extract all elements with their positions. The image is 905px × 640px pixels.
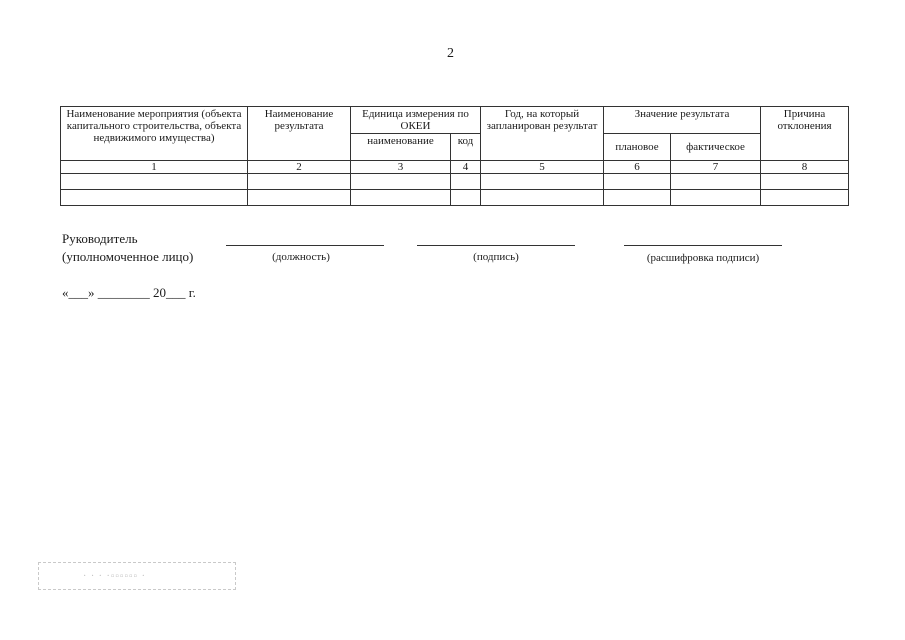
table-cell: [604, 174, 671, 190]
column-number: 1: [61, 161, 248, 174]
table-cell: [481, 174, 604, 190]
table-cell: [481, 190, 604, 206]
column-number: 7: [671, 161, 761, 174]
column-number: 2: [248, 161, 351, 174]
table-cell: [761, 174, 849, 190]
table-cell: [61, 174, 248, 190]
table-cell: [248, 174, 351, 190]
table-cell: [671, 190, 761, 206]
header-row-1: [61, 107, 849, 134]
table-cell: [451, 174, 481, 190]
column-number: 3: [351, 161, 451, 174]
decode-caption: (расшифровка подписи): [646, 252, 760, 264]
decode-line: [624, 245, 782, 246]
header-year: Год, на который запланирован результат: [481, 107, 604, 161]
header-unit-name: наименование: [351, 134, 451, 161]
date-line: «___» ________ 20___ г.: [62, 285, 196, 300]
column-number: 6: [604, 161, 671, 174]
table-cell: [248, 190, 351, 206]
table-cell: [761, 190, 849, 206]
header-value-fact: фактическое: [671, 134, 761, 161]
faded-stamp-mark: · · · ·▫▫▫▫▫▫ ·: [38, 562, 236, 590]
table-row: [61, 190, 849, 206]
header-unit-code: код: [451, 134, 481, 161]
table-cell: [451, 190, 481, 206]
header-value-group: Значение результата: [604, 107, 761, 134]
header-reason: Причина отклонения: [761, 107, 849, 161]
table-row: [61, 174, 849, 190]
table-cell: [351, 190, 451, 206]
signatory-title: Руководитель: [62, 231, 138, 246]
table-cell: [351, 174, 451, 190]
report-table: [60, 106, 849, 206]
header-result-name: Наименование результата: [248, 107, 351, 161]
header-value-plan: плановое: [604, 134, 671, 161]
signature-caption: (подпись): [473, 251, 519, 263]
position-caption: (должность): [272, 251, 330, 263]
signature-line: [417, 245, 575, 246]
column-number-row: [61, 161, 849, 174]
table-cell: [604, 190, 671, 206]
column-number: 5: [481, 161, 604, 174]
column-number: 4: [451, 161, 481, 174]
header-unit-group: Единица измерения по ОКЕИ: [351, 107, 481, 134]
table-cell: [671, 174, 761, 190]
column-number: 8: [761, 161, 849, 174]
page-number: 2: [447, 46, 454, 61]
table-cell: [61, 190, 248, 206]
header-activity: Наименование мероприятия (объекта капитального строительства, объекта недвижимого имущества): [61, 107, 248, 161]
position-line: [226, 245, 384, 246]
signatory-subtitle: (уполномоченное лицо): [62, 249, 194, 264]
